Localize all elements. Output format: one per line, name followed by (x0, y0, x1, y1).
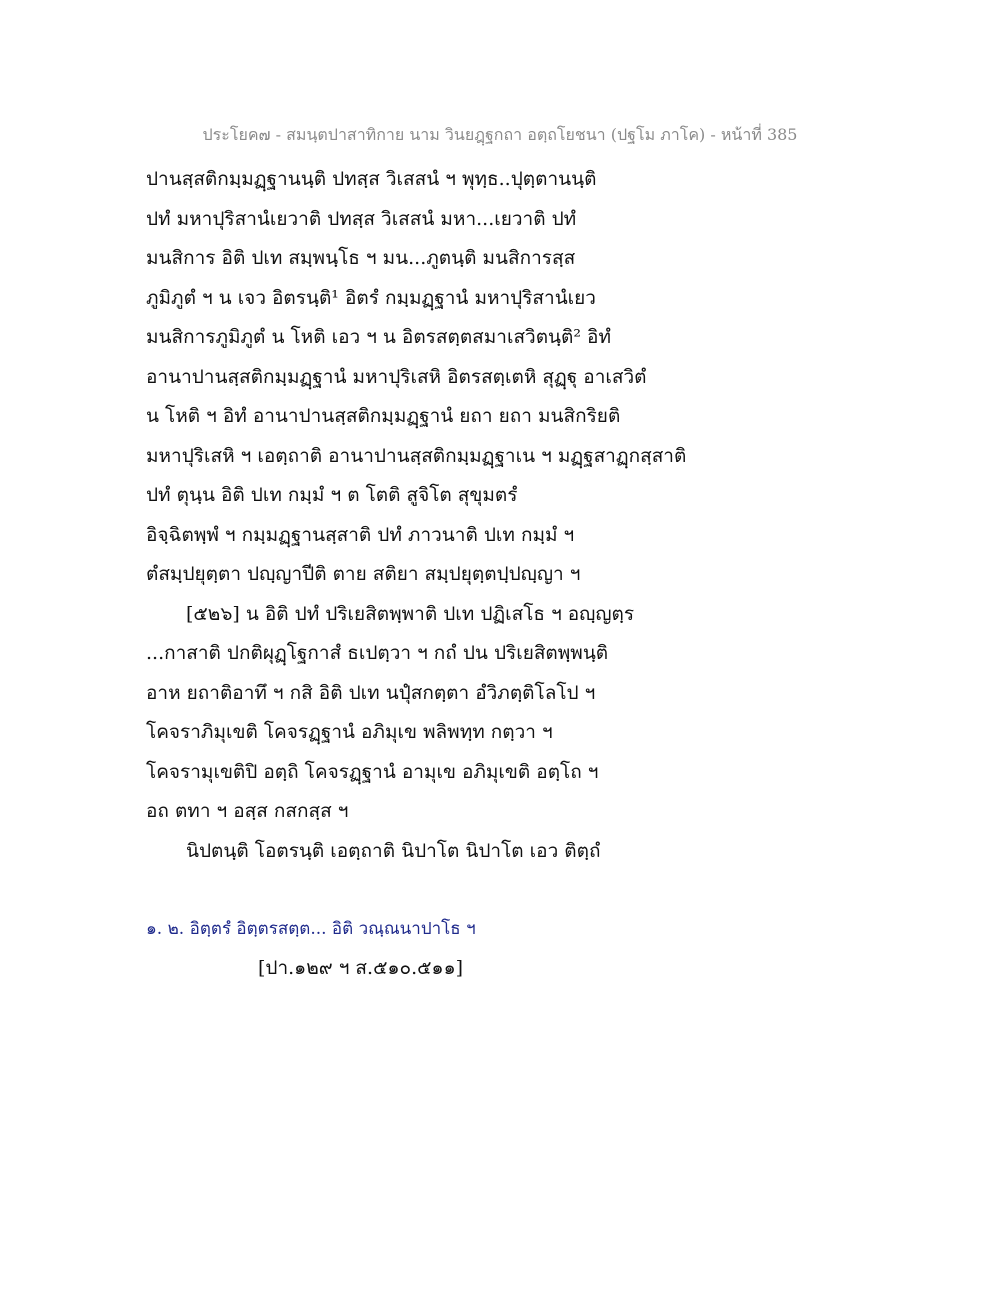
text-line: น โหติ ฯ อิทํ อานาปานสฺสติกมฺมฏฺฐานํ ยถา ยถา มนสิกริยติ (146, 405, 621, 427)
text-line: ปทํ ตุนฺน อิติ ปเท กมฺมํ ฯ ต โตติ สูจิโต สุขุมตรํ (146, 484, 518, 506)
footnote: ๑. ๒. อิตฺตรํ อิตฺตรสตฺต... อิติ วณฺณนาปาโธ ฯ (146, 919, 476, 939)
page-reference: [ปา.๑๒๙ ฯ ส.๕๑๐.๕๑๑] (258, 957, 464, 979)
paragraph-start-line: นิปตนฺติ โอตรนฺติ เอตฺถาติ นิปาโต นิปาโต เอว ติตฺถํ (186, 839, 601, 862)
text-line: อิจฺฉิตพฺพํ ฯ กมฺมฏฺฐานสฺสาติ ปทํ ภาวนาติ ปเท กมฺมํ ฯ (146, 523, 575, 546)
page-header: ประโยค๗ - สมนฺตปาสาทิกาย นาม วินยฎฺฐกถา อตฺถโยชนา (ปฐโม ภาโค) - หน้าที่ 385 (202, 125, 798, 144)
text-line: อาห ยถาติอาทึ ฯ กสิ อิติ ปเท นปุํสกตฺตา อํวิภตฺติโลโป ฯ (146, 681, 596, 704)
text-line: ภูมิภูตํ ฯ น เจว อิตรนฺติ¹ อิตรํ กมฺมฏฺฐานํ มหาปุริสานํเยว (146, 286, 596, 309)
text-line: ปทํ มหาปุริสานํเยวาติ ปทสฺส วิเสสนํ มหา...เยวาติ ปทํ (146, 207, 577, 230)
text-line: ตํสมฺปยุตฺตา ปญฺญาปีติ ตาย สติยา สมฺปยุตฺตปฺปญฺญา ฯ (146, 563, 581, 585)
text-line: มนสิการ อิติ ปเท สมฺพนฺโธ ฯ มน...ภูตนฺติ มนสิการสฺส (146, 247, 576, 269)
text-line: ...กาสาติ ปกติผุฏฺโฐกาสํ ธเปตฺวา ฯ กถํ ปน ปริเยสิตพฺพนฺติ (146, 642, 609, 664)
text-line: โคจราภิมุเขติ โคจรฏฺฐานํ อภิมุเข พลิพทฺท กตฺวา ฯ (146, 721, 553, 743)
paragraph-start-line: [๕๒๖] น อิติ ปทํ ปริเยสิตพฺพาติ ปเท ปฏิเสโธ ฯ อญฺญตฺร (186, 602, 635, 625)
body-text (146, 160, 866, 871)
text-line: มหาปุริเสหิ ฯ เอตฺถาติ อานาปานสฺสติกมฺมฏฺฐาเน ฯ มฏฺฐสาฏฺกสฺสาติ (146, 444, 687, 467)
text-line: ปานสฺสติกมฺมฏฺฐานนฺติ ปทสฺส วิเสสนํ ฯ พุทฺธ..ปุตฺตานนฺติ (146, 168, 597, 190)
text-line: อถ ตทา ฯ อสฺส กสกสฺส ฯ (146, 800, 349, 822)
text-line: อานาปานสฺสติกมฺมฏฺฐานํ มหาปุริเสหิ อิตรสตฺเตหิ สุฏฺฐุ อาเสวิตํ (146, 365, 647, 388)
text-line: โคจรามุเขติปิ อตฺถิ โคจรฏฺฐานํ อามุเข อภิมุเขติ อตฺโถ ฯ (146, 760, 599, 783)
text-line: มนสิการภูมิภูตํ น โหติ เอว ฯ น อิตรสตฺตสมาเสวิตนฺติ² อิทํ (146, 326, 611, 348)
